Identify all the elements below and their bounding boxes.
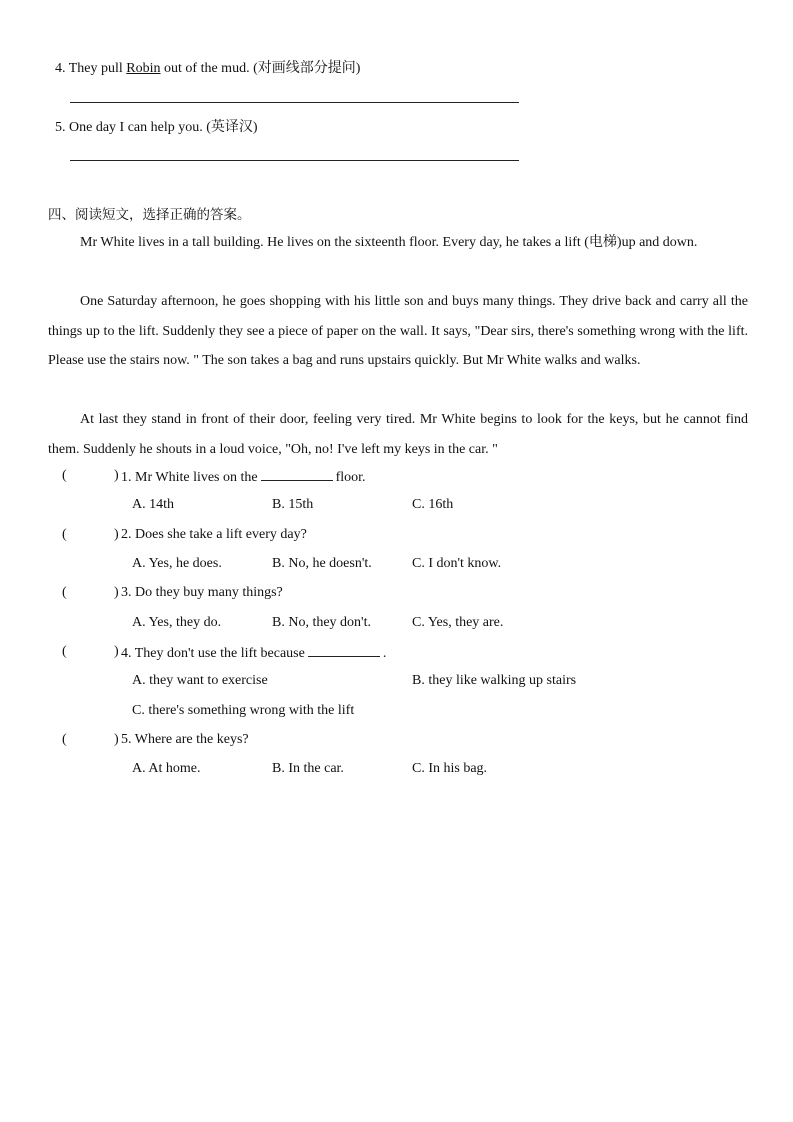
question-4-pre: 4. They don't use the lift because xyxy=(121,646,305,661)
passage-paragraph-2 xyxy=(48,287,748,376)
passage-paragraph-1 xyxy=(48,228,748,258)
question-1-pre: 1. Mr White lives on the xyxy=(121,470,258,485)
q4-option-b[interactable]: B. they like walking up stairs xyxy=(412,673,577,688)
question-4-post: . xyxy=(382,646,387,661)
answer-bracket-close: ) xyxy=(114,468,119,483)
answer-bracket-open[interactable]: ( xyxy=(62,527,67,542)
question-1-post: floor. xyxy=(335,470,366,485)
section-4-heading: 四、阅读短文，选择正确的答案。 xyxy=(48,207,251,223)
answer-line-q5[interactable] xyxy=(70,160,519,161)
q4-suffix: out of the mud. (对画线部分提问) xyxy=(160,61,361,76)
passage-paragraph-3-text: At last they stand in front of their door, feeling very tired. Mr White begins to look for the keys, but he cannot find them. Suddenly he shouts in a loud voice, "Oh, no! I've left my keys in the car. " xyxy=(48,412,748,457)
question-4-text xyxy=(121,644,386,662)
fill-blank-q4[interactable] xyxy=(308,644,380,657)
q2-option-b[interactable]: B. No, he doesn't. xyxy=(272,556,372,571)
q4-option-a[interactable]: A. they want to exercise xyxy=(132,673,268,688)
answer-bracket-open[interactable]: ( xyxy=(62,732,67,747)
fill-blank-q1[interactable] xyxy=(261,468,333,481)
q4-underlined-word: Robin xyxy=(126,61,161,76)
q1-option-b[interactable]: B. 15th xyxy=(272,497,314,512)
question-1-text xyxy=(121,468,366,486)
q4-prefix: 4. They pull xyxy=(55,61,127,76)
question-2-text: 2. Does she take a lift every day? xyxy=(121,527,307,542)
passage-paragraph-2-text: One Saturday afternoon, he goes shopping with his little son and buys many things. They drive back and carry all the things up to the lift. Suddenly they see a piece of paper on the wall. It says, "Dear sirs, there's something wrong with the lift. Please use the stairs now. " The son takes a bag and runs upstairs quickly. But Mr White walks and walks. xyxy=(48,294,748,368)
q3-option-a[interactable]: A. Yes, they do. xyxy=(132,615,222,630)
q5-option-c[interactable]: C. In his bag. xyxy=(412,761,488,776)
question-5-translate: 5. One day I can help you. (英译汉) xyxy=(55,120,258,135)
q1-option-a[interactable]: A. 14th xyxy=(132,497,174,512)
q5-option-a[interactable]: A. At home. xyxy=(132,761,201,776)
question-4-transform xyxy=(55,57,360,77)
answer-bracket-close: ) xyxy=(114,644,119,659)
question-3-text: 3. Do they buy many things? xyxy=(121,585,283,600)
answer-bracket-close: ) xyxy=(114,732,119,747)
q3-option-c[interactable]: C. Yes, they are. xyxy=(412,615,504,630)
answer-bracket-close: ) xyxy=(114,585,119,600)
answer-bracket-close: ) xyxy=(114,527,119,542)
q2-option-a[interactable]: A. Yes, he does. xyxy=(132,556,222,571)
passage-paragraph-1-text: Mr White lives in a tall building. He lives on the sixteenth floor. Every day, he takes a lift (电梯)up and down. xyxy=(80,235,698,250)
q2-option-c[interactable]: C. I don't know. xyxy=(412,556,502,571)
answer-bracket-open[interactable]: ( xyxy=(62,644,67,659)
q5-option-b[interactable]: B. In the car. xyxy=(272,761,344,776)
q3-option-b[interactable]: B. No, they don't. xyxy=(272,615,371,630)
q1-option-c[interactable]: C. 16th xyxy=(412,497,454,512)
question-5-text: 5. Where are the keys? xyxy=(121,732,249,747)
q4-option-c[interactable]: C. there's something wrong with the lift xyxy=(132,703,355,718)
passage-paragraph-3 xyxy=(48,405,748,464)
answer-line-q4[interactable] xyxy=(70,102,519,103)
answer-bracket-open[interactable]: ( xyxy=(62,585,67,600)
answer-bracket-open[interactable]: ( xyxy=(62,468,67,483)
